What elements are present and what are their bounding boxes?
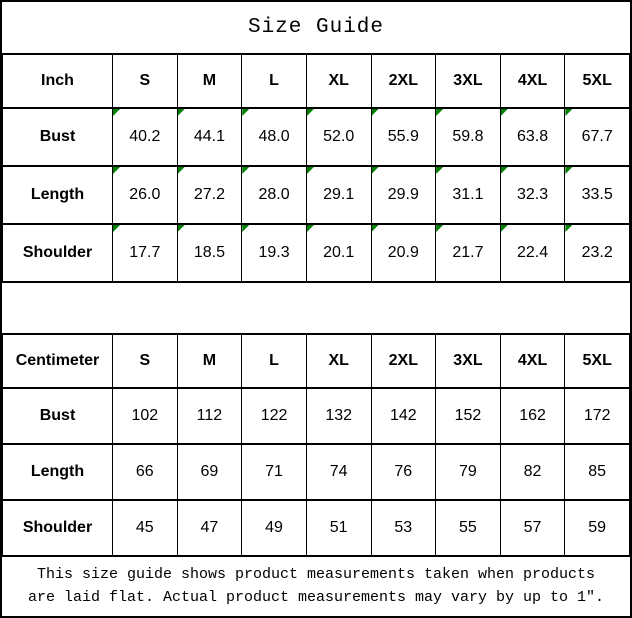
size-column-header-m: M: [177, 334, 242, 388]
unit-header-cell: Inch: [3, 54, 113, 108]
size-column-header-xl: XL: [306, 334, 371, 388]
measurement-cell: 47: [177, 500, 242, 556]
cell-marker-icon: [501, 109, 508, 116]
measurement-cell: [500, 108, 565, 166]
measurement-cell: 122: [242, 388, 307, 444]
cell-marker-icon: [307, 109, 314, 116]
inch-bust-row: [3, 108, 630, 166]
measurement-cell: [371, 108, 436, 166]
measurement-value: 26.0: [129, 186, 161, 203]
measurement-cell: 132: [306, 388, 371, 444]
measurement-cell: 59: [565, 500, 630, 556]
measurement-cell: [113, 108, 178, 166]
measurement-value: 44.1: [193, 128, 225, 145]
measurement-cell: [371, 224, 436, 282]
measurement-cell: [306, 224, 371, 282]
cell-marker-icon: [372, 167, 379, 174]
measurement-value: 63.8: [516, 128, 549, 145]
cm-length-row: [3, 444, 630, 500]
cm-bust-row: [3, 388, 630, 444]
cell-marker-icon: [307, 167, 314, 174]
cell-marker-icon: [565, 167, 572, 174]
measurement-cell: [436, 166, 501, 224]
measurement-value: 28.0: [258, 186, 290, 203]
cm-shoulder-row: [3, 500, 630, 556]
cell-marker-icon: [307, 225, 314, 232]
cell-marker-icon: [242, 109, 249, 116]
row-label-cell: Length: [3, 444, 113, 500]
measurement-value: 32.3: [516, 186, 549, 203]
measurement-cell: [565, 108, 630, 166]
measurement-value: 48.0: [258, 128, 290, 145]
cell-marker-icon: [178, 225, 185, 232]
measurement-value: 31.1: [452, 186, 484, 203]
measurement-cell: [242, 166, 307, 224]
cell-marker-icon: [372, 225, 379, 232]
measurement-cell: [565, 224, 630, 282]
measurement-value: 59.8: [452, 128, 484, 145]
measurement-cell: [113, 224, 178, 282]
size-column-header-l: L: [242, 54, 307, 108]
measurement-cell: [306, 108, 371, 166]
cell-marker-icon: [113, 109, 120, 116]
measurement-cell: 152: [436, 388, 501, 444]
measurement-cell: [565, 166, 630, 224]
measurement-value: 67.7: [581, 128, 613, 145]
measurement-cell: 85: [565, 444, 630, 500]
inch-shoulder-row: [3, 224, 630, 282]
cell-marker-icon: [565, 109, 572, 116]
measurement-cell: 82: [500, 444, 565, 500]
measurement-cell: [500, 166, 565, 224]
measurement-cell: 49: [242, 500, 307, 556]
cell-marker-icon: [372, 109, 379, 116]
measurement-cell: [242, 108, 307, 166]
measurement-value: 23.2: [581, 244, 613, 261]
inch-size-table: [2, 53, 630, 283]
size-column-header-xl: XL: [306, 54, 371, 108]
measurement-value: 22.4: [516, 244, 549, 261]
measurement-cell: 66: [113, 444, 178, 500]
measurement-cell: 79: [436, 444, 501, 500]
measurement-cell: [177, 108, 242, 166]
measurement-cell: 53: [371, 500, 436, 556]
cell-marker-icon: [565, 225, 572, 232]
cell-marker-icon: [242, 225, 249, 232]
centimeter-size-table: [2, 333, 630, 557]
inch-table-header-row: [3, 54, 630, 108]
cell-marker-icon: [436, 167, 443, 174]
measurement-cell: [436, 108, 501, 166]
measurement-cell: [177, 224, 242, 282]
measurement-value: 33.5: [581, 186, 613, 203]
measurement-cell: [113, 166, 178, 224]
size-column-header-4xl: 4XL: [500, 334, 565, 388]
cell-marker-icon: [178, 109, 185, 116]
measurement-value: 18.5: [193, 244, 225, 261]
measurement-value: 20.1: [323, 244, 355, 261]
size-column-header-5xl: 5XL: [565, 54, 630, 108]
footer-note: [2, 557, 630, 616]
measurement-cell: 55: [436, 500, 501, 556]
size-column-header-l: L: [242, 334, 307, 388]
measurement-cell: 102: [113, 388, 178, 444]
measurement-cell: [371, 166, 436, 224]
measurement-cell: 142: [371, 388, 436, 444]
measurement-value: 20.9: [387, 244, 419, 261]
cm-table-header-row: [3, 334, 630, 388]
row-label-cell: Shoulder: [3, 224, 113, 282]
measurement-value: 29.1: [323, 186, 355, 203]
measurement-cell: 172: [565, 388, 630, 444]
size-column-header-2xl: 2XL: [371, 334, 436, 388]
measurement-cell: 162: [500, 388, 565, 444]
footer-note-line-2: are laid flat. Actual product measurements may vary by up to 1″.: [27, 588, 605, 606]
measurement-cell: [436, 224, 501, 282]
cell-marker-icon: [501, 225, 508, 232]
measurement-cell: 51: [306, 500, 371, 556]
size-column-header-5xl: 5XL: [565, 334, 630, 388]
size-column-header-3xl: 3XL: [436, 334, 501, 388]
inch-length-row: [3, 166, 630, 224]
page-title: Size Guide: [247, 16, 385, 39]
unit-header-cell: Centimeter: [3, 334, 113, 388]
row-label-cell: Shoulder: [3, 500, 113, 556]
measurement-cell: 69: [177, 444, 242, 500]
measurement-cell: 74: [306, 444, 371, 500]
measurement-value: 21.7: [452, 244, 484, 261]
measurement-value: 27.2: [193, 186, 225, 203]
measurement-cell: [306, 166, 371, 224]
measurement-value: 40.2: [129, 128, 161, 145]
footer-note-line-1: This size guide shows product measurements taken when products: [36, 566, 596, 583]
measurement-value: 17.7: [129, 244, 161, 261]
cell-marker-icon: [501, 167, 508, 174]
measurement-cell: 45: [113, 500, 178, 556]
spacer-row: [2, 283, 630, 333]
measurement-value: 55.9: [387, 128, 419, 145]
size-column-header-s: S: [113, 334, 178, 388]
row-label-cell: Length: [3, 166, 113, 224]
cell-marker-icon: [242, 167, 249, 174]
measurement-cell: 71: [242, 444, 307, 500]
measurement-value: 52.0: [323, 128, 355, 145]
size-column-header-s: S: [113, 54, 178, 108]
size-column-header-m: M: [177, 54, 242, 108]
cell-marker-icon: [113, 167, 120, 174]
measurement-cell: 112: [177, 388, 242, 444]
measurement-cell: [242, 224, 307, 282]
cell-marker-icon: [436, 109, 443, 116]
size-column-header-4xl: 4XL: [500, 54, 565, 108]
measurement-cell: 76: [371, 444, 436, 500]
measurement-cell: 57: [500, 500, 565, 556]
measurement-cell: [177, 166, 242, 224]
measurement-value: 19.3: [258, 244, 290, 261]
measurement-cell: [500, 224, 565, 282]
measurement-value: 29.9: [387, 186, 419, 203]
size-column-header-2xl: 2XL: [371, 54, 436, 108]
row-label-cell: Bust: [3, 388, 113, 444]
row-label-cell: Bust: [3, 108, 113, 166]
cell-marker-icon: [113, 225, 120, 232]
size-column-header-3xl: 3XL: [436, 54, 501, 108]
cell-marker-icon: [178, 167, 185, 174]
cell-marker-icon: [436, 225, 443, 232]
